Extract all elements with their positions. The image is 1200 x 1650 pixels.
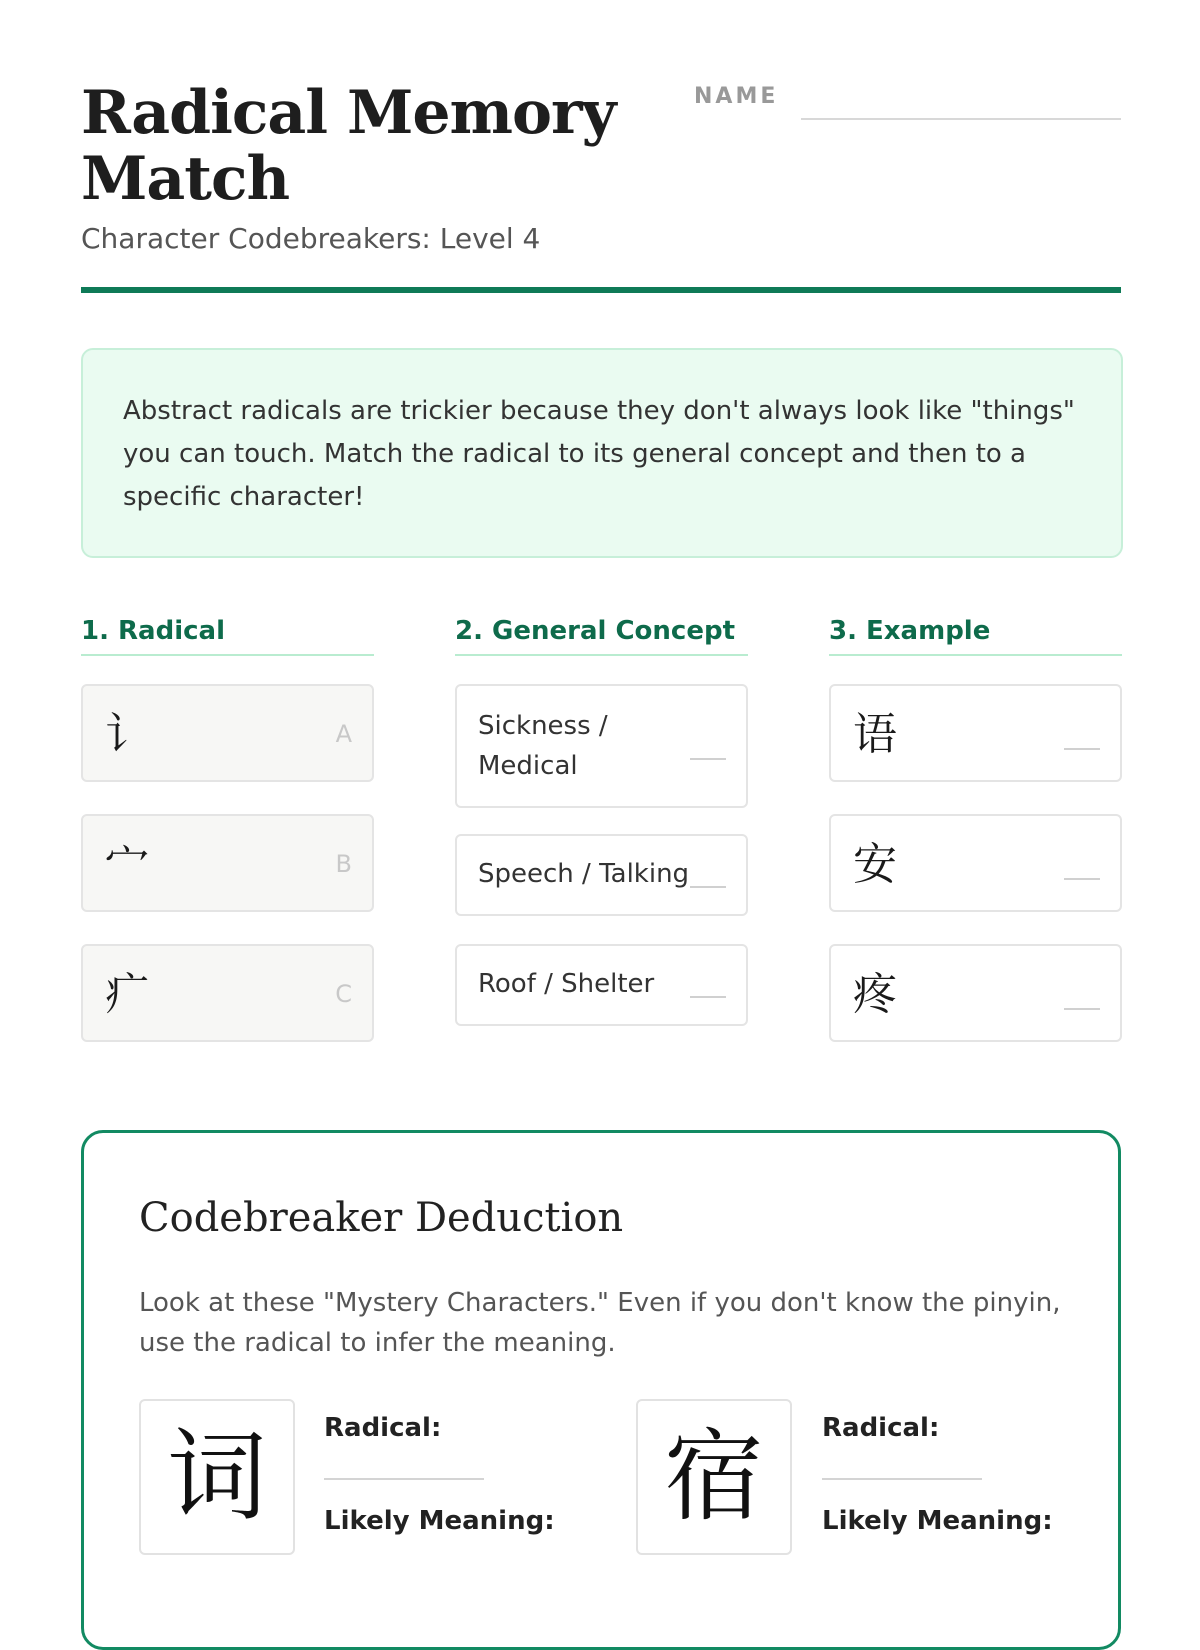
intro-box bbox=[81, 348, 1123, 558]
answer-blank[interactable] bbox=[690, 886, 726, 888]
header-divider bbox=[81, 287, 1121, 293]
radical-glyph: 宀 bbox=[105, 839, 149, 890]
answer-blank[interactable] bbox=[1064, 1008, 1100, 1010]
mystery-character: 词 bbox=[139, 1399, 295, 1555]
radical-card bbox=[81, 684, 374, 782]
example-column-heading: 3. Example bbox=[829, 616, 1122, 656]
deduction-instructions: Look at these "Mystery Characters." Even if you don't know the pinyin, use the radical to infer the meaning. bbox=[139, 1288, 1061, 1358]
name-input-line[interactable] bbox=[801, 118, 1121, 120]
concept-column-heading: 2. General Concept bbox=[455, 616, 748, 656]
example-glyph: 语 bbox=[853, 709, 897, 760]
example-column bbox=[829, 616, 1122, 1020]
worksheet-header bbox=[81, 80, 1121, 255]
page-subtitle: Character Codebreakers: Level 4 bbox=[81, 222, 541, 255]
concept-card bbox=[455, 944, 748, 1026]
mystery-character: 宿 bbox=[636, 1399, 792, 1555]
example-card bbox=[829, 684, 1122, 782]
concept-label: Speech / Talking bbox=[478, 859, 690, 889]
radical-letter: C bbox=[335, 980, 352, 1008]
example-glyph: 疼 bbox=[853, 969, 897, 1020]
concept-label: Roof / Shelter bbox=[478, 969, 655, 999]
concept-card bbox=[455, 684, 748, 808]
page-title: Radical Memory Match bbox=[81, 78, 616, 214]
answer-blank[interactable] bbox=[690, 996, 726, 998]
example-glyph: 安 bbox=[853, 839, 897, 890]
concept-card bbox=[455, 834, 748, 916]
meaning-question-label: Likely Meaning: bbox=[822, 1506, 1053, 1536]
radical-letter: B bbox=[335, 850, 352, 878]
radical-question-label: Radical: bbox=[324, 1413, 442, 1443]
meaning-question-label: Likely Meaning: bbox=[324, 1506, 555, 1536]
example-card bbox=[829, 944, 1122, 1042]
radical-letter: A bbox=[335, 720, 352, 748]
concept-label: Sickness / Medical bbox=[478, 711, 608, 781]
answer-blank[interactable] bbox=[1064, 878, 1100, 880]
name-label: NAME bbox=[694, 84, 779, 109]
example-card bbox=[829, 814, 1122, 912]
radical-glyph: 疒 bbox=[105, 969, 149, 1020]
radical-column-heading: 1. Radical bbox=[81, 616, 374, 656]
radical-column bbox=[81, 616, 374, 1020]
answer-blank[interactable] bbox=[690, 758, 726, 760]
radical-answer-line[interactable] bbox=[324, 1478, 484, 1480]
answer-blank[interactable] bbox=[1064, 748, 1100, 750]
radical-card bbox=[81, 814, 374, 912]
concept-column bbox=[455, 616, 748, 999]
radical-card bbox=[81, 944, 374, 1042]
radical-glyph: 讠 bbox=[105, 709, 149, 760]
intro-text: Abstract radicals are trickier because they don't always look like "things" you can touch. Match the radical to its general concept and then to a specific character! bbox=[123, 396, 1075, 512]
deduction-section bbox=[81, 1130, 1121, 1650]
deduction-title: Codebreaker Deduction bbox=[139, 1195, 624, 1241]
radical-question-label: Radical: bbox=[822, 1413, 940, 1443]
radical-answer-line[interactable] bbox=[822, 1478, 982, 1480]
